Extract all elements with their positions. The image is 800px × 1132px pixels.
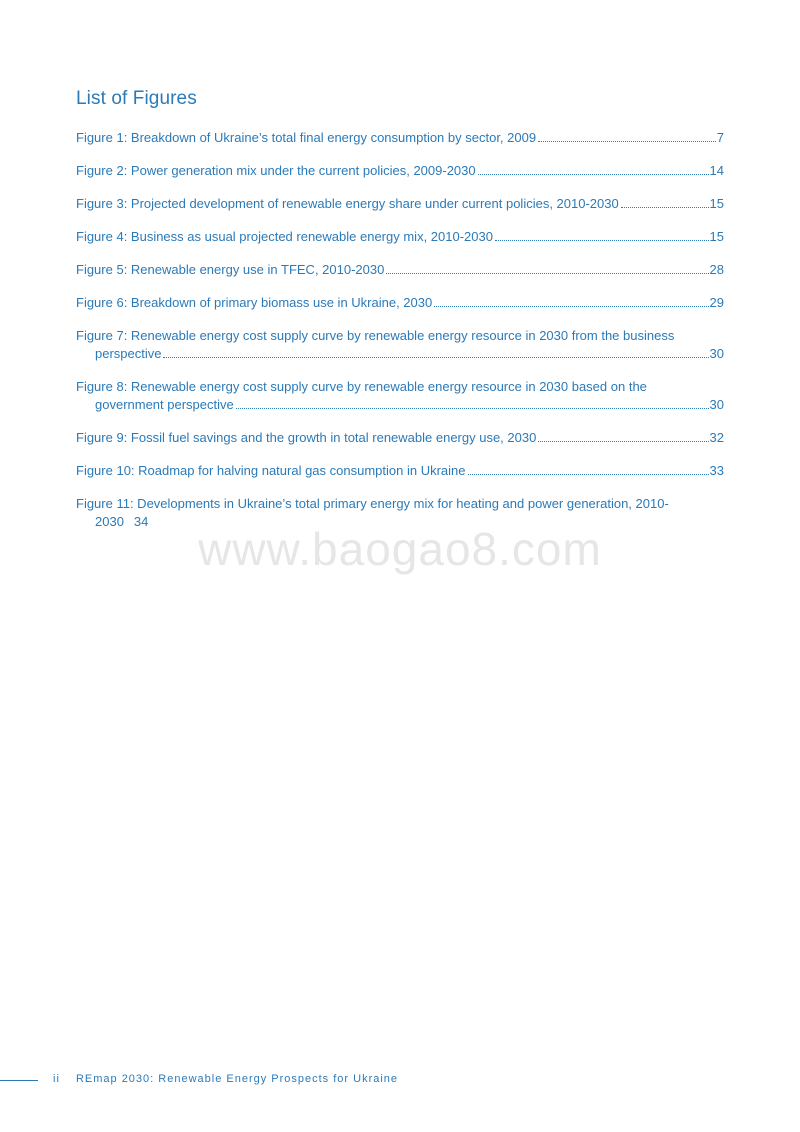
- dot-leader: [478, 174, 709, 175]
- running-title: REmap 2030: Renewable Energy Prospects for Ukraine: [75, 1073, 399, 1085]
- figure-entry-5[interactable]: [76, 261, 724, 279]
- figure-page: 33: [709, 463, 724, 478]
- figure-page: 28: [709, 262, 724, 277]
- figure-page: 29: [709, 295, 724, 310]
- footer-rule: [0, 1080, 38, 1081]
- figure-entry-4[interactable]: [76, 228, 724, 246]
- figure-page: 30: [709, 346, 724, 361]
- figure-entry-6[interactable]: [76, 294, 724, 312]
- figure-page: 30: [709, 397, 724, 412]
- figure-page: 32: [709, 430, 724, 445]
- figure-label: Figure 9: Fossil fuel savings and the growth in total renewable energy use, 2030: [76, 430, 537, 445]
- dot-leader: [163, 357, 708, 358]
- dot-leader: [538, 141, 716, 142]
- dot-leader: [621, 207, 709, 208]
- figure-entry-2[interactable]: [76, 162, 724, 180]
- figure-page: 14: [709, 163, 724, 178]
- figure-label: Figure 4: Business as usual projected renewable energy mix, 2010-2030: [76, 229, 493, 244]
- dot-leader: [236, 408, 709, 409]
- figure-entry-8[interactable]: [76, 378, 724, 414]
- watermark: www.baogao8.com: [198, 523, 602, 575]
- dot-leader: [495, 240, 709, 241]
- figure-page: 15: [709, 196, 724, 211]
- page-footer: [53, 1073, 398, 1085]
- dot-leader: [468, 474, 709, 475]
- figure-label: Figure 7: Renewable energy cost supply curve by renewable energy resource in 2030 from the business: [76, 328, 675, 343]
- figure-label-continued: perspective: [95, 346, 162, 361]
- figure-label: Figure 10: Roadmap for halving natural gas consumption in Ukraine: [76, 463, 466, 478]
- figure-entry-3[interactable]: [76, 195, 724, 213]
- dot-leader: [538, 441, 708, 442]
- figure-entry-10[interactable]: [76, 462, 724, 480]
- figure-label: Figure 3: Projected development of renewable energy share under current policies, 2010-2030: [76, 196, 619, 211]
- figure-label: Figure 11: Developments in Ukraine’s total primary energy mix for heating and power generation, 2010-: [76, 496, 669, 511]
- figure-page: 15: [709, 229, 724, 244]
- figure-entry-1[interactable]: [76, 129, 724, 147]
- figure-label: Figure 5: Renewable energy use in TFEC, 2010-2030: [76, 262, 385, 277]
- figure-label-continued: government perspective: [95, 397, 234, 412]
- list-of-figures: [76, 129, 724, 546]
- dot-leader: [386, 273, 708, 274]
- figure-label: Figure 1: Breakdown of Ukraine’s total final energy consumption by sector, 2009: [76, 130, 537, 145]
- figure-label: Figure 2: Power generation mix under the current policies, 2009-2030: [76, 163, 476, 178]
- figure-page: 34: [133, 514, 149, 529]
- dot-leader: [434, 306, 708, 307]
- page-title: List of Figures: [76, 88, 197, 109]
- figure-label: Figure 6: Breakdown of primary biomass use in Ukraine, 2030: [76, 295, 433, 310]
- figure-entry-7[interactable]: [76, 327, 724, 363]
- figure-label: Figure 8: Renewable energy cost supply curve by renewable energy resource in 2030 based on the: [76, 379, 647, 394]
- figure-label-continued: 2030: [95, 514, 124, 529]
- page-number: ii: [53, 1073, 60, 1085]
- figure-page: 7: [716, 130, 724, 145]
- figure-entry-9[interactable]: [76, 429, 724, 447]
